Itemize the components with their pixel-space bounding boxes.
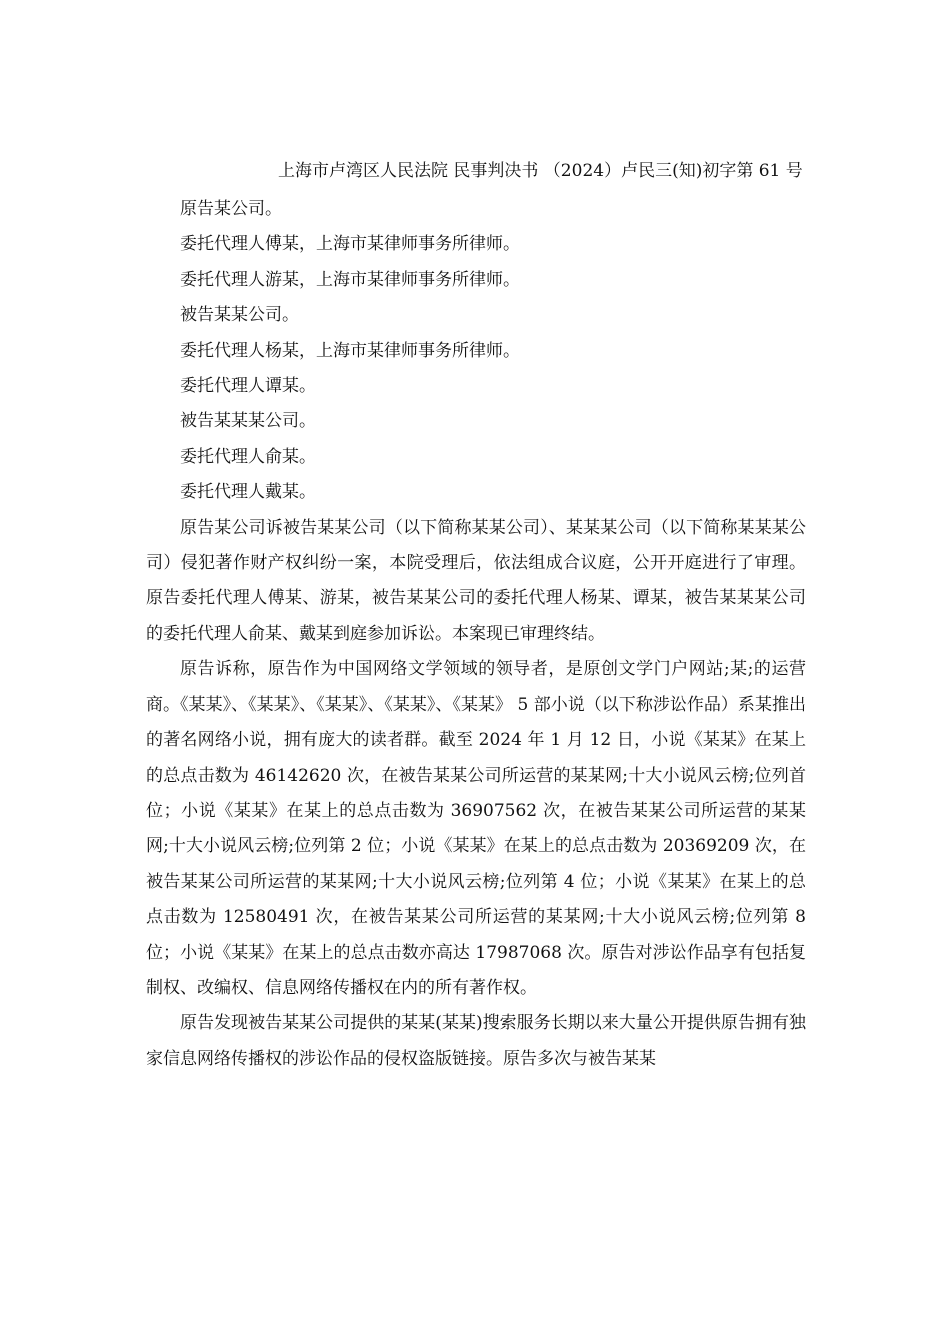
party-defendant-1: 被告某某公司。 [180,305,299,326]
case-summary-paragraph: 原告某公司诉被告某某公司（以下简称某某公司）、某某某公司（以下简称某某某公司）侵犯著作财产权纠纷一案，本院受理后，依法组成合议庭，公开开庭进行了审理。原告委托代理人傅某、游某，被告某某公司的委托代理人杨某、谭某，被告某某某公司的委托代理人俞某、戴某到庭参加诉讼。本案现已审理终结。 [146,517,806,644]
plaintiff-claim-paragraph: 原告诉称，原告作为中国网络文学领域的领导者，是原创文学门户网站;某;的运营商。《某某》、《某某》、《某某》、《某某》、《某某》 5 部小说（以下称涉讼作品）系某推出的著名网络小说，拥有庞大的读者群。截至 2024 年 1 月 12 日，小说《某某》在某上的总点击数为 46142620 次，在被告某某公司所运营的某某网;十大小说风云榜;位列首位；小说《某某》在某上的总点击数为 36907562 次，在被告某某公司所运营的某某网;十大小说风云榜;位列第 2 位；小说《某某》在某上的总点击数为 20369209 次，在被告某某公司所运营的某某网;十大小说风云榜;位列第 4 位；小说《某某》在某上的总点击数为 12580491 次，在被告某某公司所运营的某某网;十大小说风云榜;位列第 8 位；小说《某某》在某上的总点击数亦高达 17987068 次。原告对涉讼作品享有包括复制权、改编权、信息网络传播权在内的所有著作权。 [146,659,806,998]
defendant-1-agent-1: 委托代理人杨某，上海市某律师事务所律师。 [180,340,520,361]
plaintiff-discovery-paragraph: 原告发现被告某某公司提供的某某(某某)搜索服务长期以来大量公开提供原告拥有独家信息网络传播权的涉讼作品的侵权盗版链接。原告多次与被告某某 [146,1013,806,1069]
defendant-2-agent-1: 委托代理人俞某。 [180,446,316,467]
defendant-1-agent-2: 委托代理人谭某。 [180,376,316,397]
party-defendant-2: 被告某某某公司。 [180,411,316,432]
party-plaintiff: 原告某公司。 [180,199,282,219]
document-header: 上海市卢湾区人民法院 民事判决书 （2024）卢民三(知)初字第 61 号 [278,161,803,181]
judgment-document [146,156,806,1077]
plaintiff-agent-2: 委托代理人游某，上海市某律师事务所律师。 [180,269,520,290]
plaintiff-agent-1: 委托代理人傅某，上海市某律师事务所律师。 [180,234,520,255]
defendant-2-agent-2: 委托代理人戴某。 [180,482,316,503]
